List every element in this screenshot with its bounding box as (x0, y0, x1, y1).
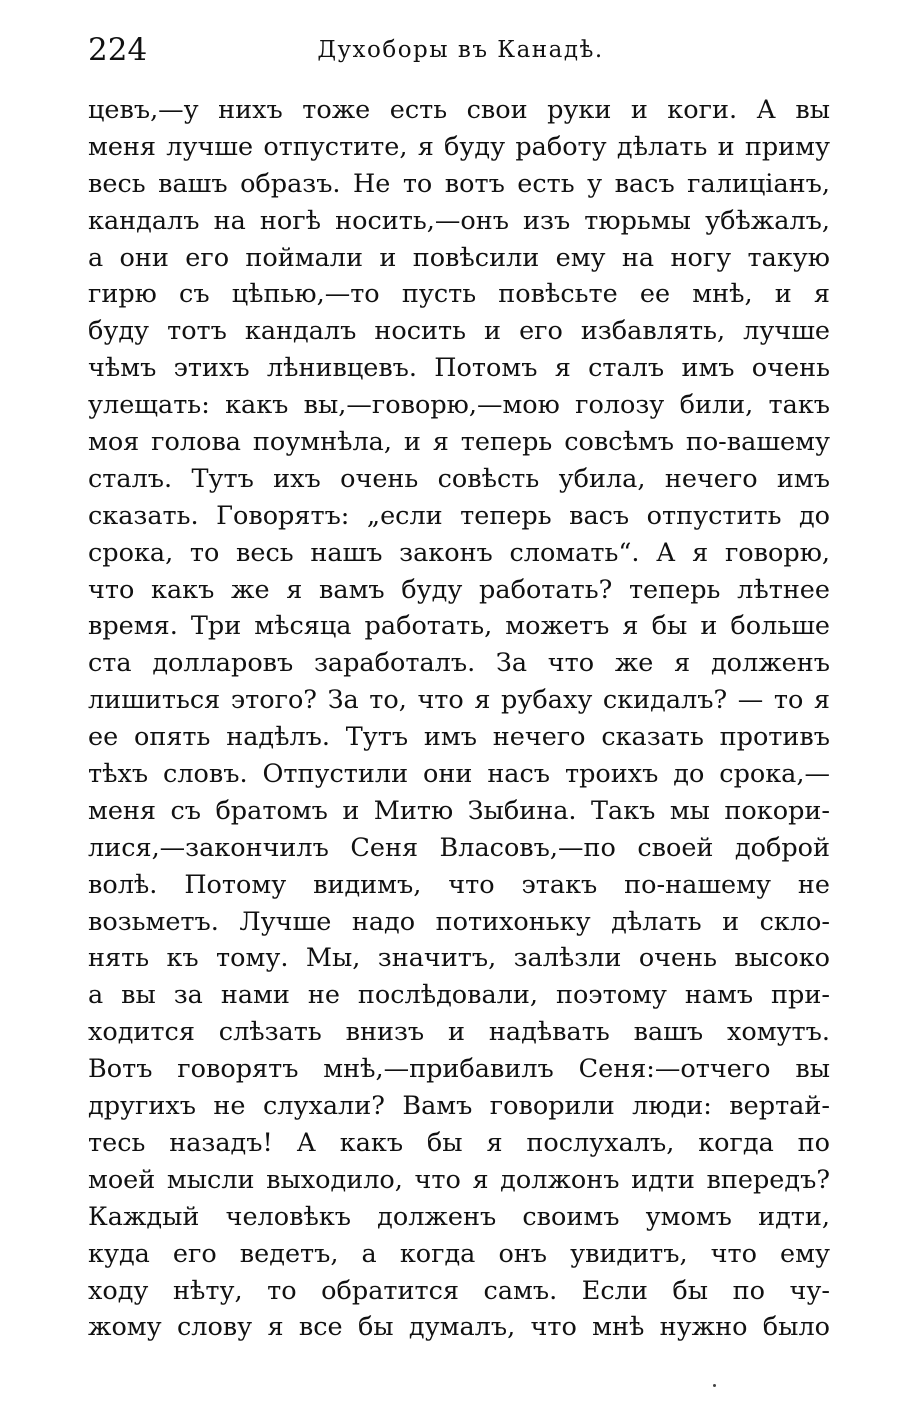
text-line: что какъ же я вамъ буду работать? теперь лѣтнее (88, 574, 830, 605)
text-line: куда его ведетъ, а когда онъ увидитъ, что ему (88, 1238, 830, 1269)
page-header (88, 26, 833, 74)
text-line: Вотъ говорятъ мнѣ,—прибавилъ Сеня:—отчего вы (88, 1054, 830, 1085)
text-line: возьметъ. Лучше надо потихоньку дѣлать и скло- (88, 906, 830, 937)
page-number: 224 (88, 32, 148, 68)
text-line: цевъ,—у нихъ тоже есть свои руки и коги. А вы (88, 95, 830, 125)
text-line: тѣхъ словъ. Отпустили они насъ троихъ до срока,— (88, 759, 830, 790)
text-line: ходится слѣзать внизъ и надѣвать вашъ хомутъ. (88, 1017, 830, 1048)
text-line: лишиться этого? За то, что я рубаху скидалъ? — то я (88, 685, 830, 716)
text-line: тесь назадъ! А какъ бы я послухалъ, когда по (88, 1127, 830, 1158)
text-line: Каждый человѣкъ долженъ своимъ умомъ идти, (88, 1201, 830, 1232)
text-line: волѣ. Потому видимъ, что этакъ по-нашему не (88, 869, 830, 900)
text-line: ходу нѣту, то обратится самъ. Если бы по чу- (88, 1275, 830, 1306)
text-line: весь вашъ образъ. Не то вотъ есть у васъ галиціанъ, (88, 168, 830, 199)
text-line: чѣмъ этихъ лѣнивцевъ. Потомъ я сталъ имъ очень (88, 353, 830, 384)
text-line: ее опять надѣлъ. Тутъ имъ нечего сказать противъ (88, 722, 830, 753)
text-line: жому слову я все бы думалъ, что мнѣ нужно было (88, 1312, 830, 1343)
text-line: буду тотъ кандалъ носить и его избавлять, лучше (88, 316, 830, 347)
text-line: другихъ не слухали? Вамъ говорили люди: вертай- (88, 1091, 830, 1122)
text-line: ста долларовъ заработалъ. За что же я долженъ (88, 648, 830, 679)
text-line: сказать. Говорятъ: „если теперь васъ отпустить до (88, 500, 830, 531)
text-line: а они его поймали и повѣсили ему на ногу такую (88, 242, 830, 273)
text-line: моя голова поумнѣла, и я теперь совсѣмъ по-вашему (88, 427, 830, 458)
text-line: меня лучше отпустите, я буду работу дѣлать и приму (88, 131, 830, 162)
text-line: нять къ тому. Мы, значитъ, залѣзли очень высоко (88, 943, 830, 974)
text-line: кандалъ на ногѣ носить,—онъ изъ тюрьмы убѣжалъ, (88, 205, 830, 236)
running-title: Духоборы въ Канадѣ. (317, 37, 604, 63)
text-line: а вы за нами не послѣдовали, поэтому намъ при- (88, 980, 830, 1011)
text-line: моей мысли выходило, что я должонъ идти впередъ? (88, 1164, 830, 1195)
text-line: гирю съ цѣпью,—то пусть повѣсьте ее мнѣ, и я (88, 279, 830, 310)
print-speck (713, 1384, 716, 1387)
body-text (88, 92, 830, 1346)
text-line: срока, то весь нашъ законъ сломать“. А я говорю, (88, 537, 830, 568)
text-line: меня съ братомъ и Митю Зыбина. Такъ мы покори- (88, 795, 830, 826)
text-line: время. Три мѣсяца работать, можетъ я бы и больше (88, 611, 830, 642)
text-line: улещать: какъ вы,—говорю,—мою голозу били, такъ (88, 390, 830, 421)
text-line: лися,—закончилъ Сеня Власовъ,—по своей доброй (88, 832, 830, 863)
text-line: сталъ. Тутъ ихъ очень совѣсть убила, нечего имъ (88, 463, 830, 494)
